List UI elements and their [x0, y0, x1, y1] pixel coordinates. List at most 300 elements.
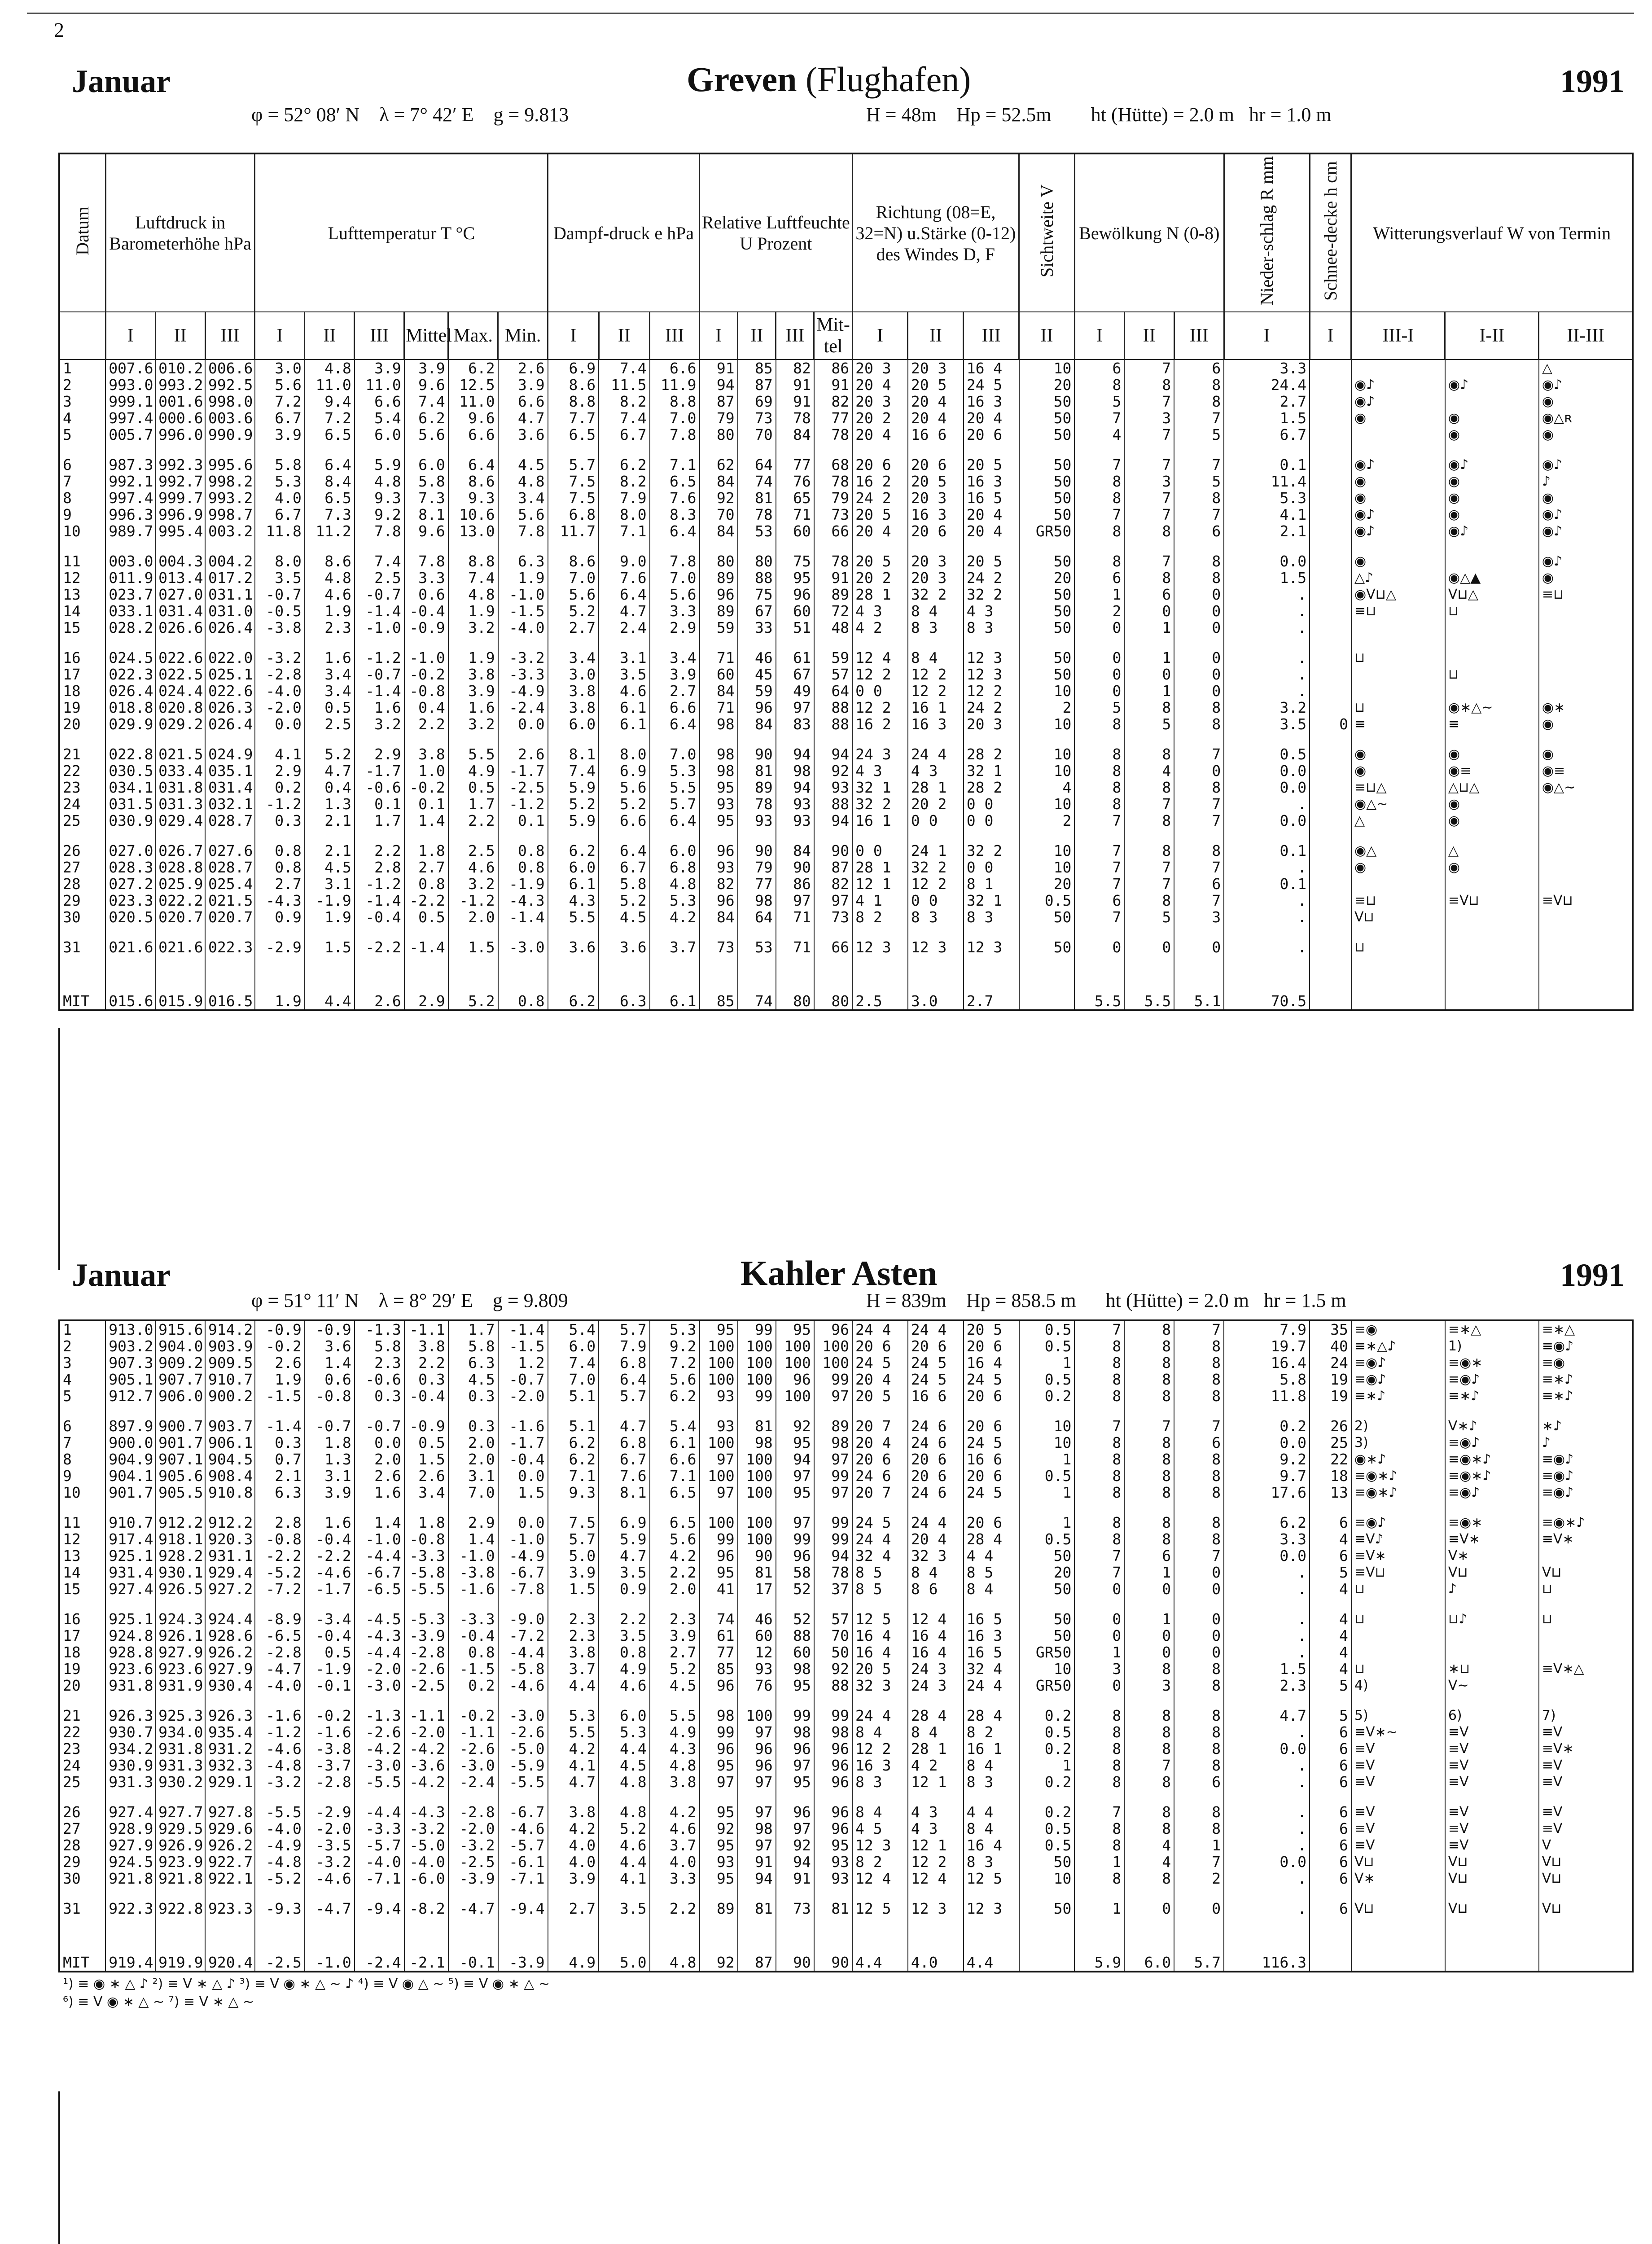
table-cell: 1.6	[355, 1484, 404, 1501]
table-cell: 76	[738, 1677, 776, 1694]
table-cell: 033.1	[105, 603, 155, 619]
table-cell: 4.7	[548, 1774, 599, 1790]
table-cell: 89	[700, 570, 738, 586]
table-cell: 0.0	[1224, 1740, 1310, 1757]
table-cell: -3.2	[404, 1820, 448, 1837]
table-cell: 3.2	[355, 716, 404, 732]
table-cell: 5.8	[448, 1338, 498, 1354]
table-cell	[1445, 939, 1539, 955]
table-cell: 98	[814, 1434, 852, 1451]
table-cell: 95	[700, 779, 738, 796]
table-cell: 7.5	[548, 1514, 599, 1531]
table-cell: 93	[814, 1870, 852, 1887]
table-cell: 4.7	[1224, 1707, 1310, 1724]
table-cell: 6	[1124, 586, 1174, 603]
table-cell: ◉♪	[1539, 456, 1633, 473]
table-cell: 4.2	[650, 909, 700, 925]
table-cell: 3	[1074, 1661, 1124, 1677]
table-cell: 90	[776, 859, 814, 876]
table-cell: 7	[1074, 876, 1124, 892]
table-cell: 926.1	[155, 1627, 205, 1644]
table-cell: -1.9	[498, 876, 548, 892]
table-cell: 94	[776, 746, 814, 763]
table-cell: 100	[738, 1707, 776, 1724]
table-cell: 8	[1074, 1484, 1124, 1501]
table-row	[59, 426, 1633, 443]
subheader-cell: I	[255, 312, 305, 359]
table-cell: 5	[1174, 426, 1224, 443]
table-cell: .	[1224, 1564, 1310, 1581]
table-cell: -4.7	[255, 1661, 305, 1677]
table-cell: 4	[59, 1371, 105, 1388]
table-cell: 6.8	[548, 506, 599, 523]
table-cell: 79	[738, 859, 776, 876]
table-cell: 20 3	[964, 716, 1019, 732]
table-cell: 20 6	[964, 1514, 1019, 1531]
monthly-mean-row	[59, 1944, 1633, 1972]
table-cell: 8	[1124, 892, 1174, 909]
table-cell: -1.2	[355, 649, 404, 666]
table-cell: 031.4	[155, 603, 205, 619]
table-cell: 5.9	[548, 779, 599, 796]
table-cell: 2.7	[1224, 393, 1310, 410]
table-cell: 73	[814, 506, 852, 523]
table-cell: 6.6	[599, 812, 650, 829]
table-cell: 907.7	[155, 1371, 205, 1388]
table-cell: 4 4	[964, 1804, 1019, 1820]
table-cell: 021.6	[155, 939, 205, 955]
table-cell: 021.6	[105, 939, 155, 955]
mean-cell: 87	[738, 1944, 776, 1972]
mean-cell: -2.1	[404, 1944, 448, 1972]
table-cell: .	[1224, 683, 1310, 699]
table-cell: 96	[738, 1757, 776, 1774]
table-cell: 025.4	[205, 876, 255, 892]
table-cell: 5.4	[548, 1320, 599, 1338]
table-cell: 99	[738, 1388, 776, 1404]
table-cell: 025.9	[155, 876, 205, 892]
table-cell: -4.9	[255, 1837, 305, 1854]
mean-cell: 70.5	[1224, 982, 1310, 1010]
table-cell: 011.9	[105, 570, 155, 586]
table-cell: 9.6	[448, 410, 498, 426]
table-cell: 1.5	[305, 939, 355, 955]
table-cell: 86	[814, 359, 852, 377]
table-cell: -4.3	[498, 892, 548, 909]
table-cell: 28	[59, 1837, 105, 1854]
table-cell: 6.4	[650, 716, 700, 732]
table-cell: 98	[700, 716, 738, 732]
table-cell: -4.4	[498, 1644, 548, 1661]
table-cell: 1.6	[448, 699, 498, 716]
table-cell: 18	[59, 1644, 105, 1661]
table-cell: 1	[1019, 1354, 1075, 1371]
table-cell: 1	[1124, 619, 1174, 636]
table-cell: 2.5	[305, 716, 355, 732]
table-row	[59, 746, 1633, 763]
table-cell: ◉	[1351, 490, 1445, 506]
subheader-cell: I	[105, 312, 155, 359]
table-cell: 6	[1310, 1514, 1351, 1531]
table-cell: -4.6	[498, 1677, 548, 1694]
table-cell: -1.6	[498, 1418, 548, 1434]
table-cell: 926.3	[205, 1707, 255, 1724]
table-cell: 5.3	[599, 1724, 650, 1740]
table-cell: 022.3	[105, 666, 155, 683]
table-cell: 028.7	[205, 812, 255, 829]
table-cell: 8	[1074, 1468, 1124, 1484]
table-cell: 51	[776, 619, 814, 636]
table-cell: 8	[1074, 1531, 1124, 1547]
table-cell: 24 4	[852, 1707, 908, 1724]
mean-cell: 74	[738, 982, 776, 1010]
table-cell: 25	[59, 1774, 105, 1790]
table-cell: 8	[1074, 1707, 1124, 1724]
table-cell: 022.3	[205, 939, 255, 955]
table-cell: ◉	[1445, 473, 1539, 490]
table-cell: ◉	[1351, 410, 1445, 426]
table-cell: 4.6	[599, 1837, 650, 1854]
table-cell: -7.1	[355, 1870, 404, 1887]
table-cell: 11	[59, 553, 105, 570]
table-cell: 2.5	[355, 570, 404, 586]
table-row	[59, 456, 1633, 473]
table-cell: 8	[1124, 699, 1174, 716]
table-cell: 4.1	[1224, 506, 1310, 523]
table-cell: 96	[776, 1371, 814, 1388]
table-cell: 0	[1074, 683, 1124, 699]
table-cell: 022.2	[155, 892, 205, 909]
table-cell: ◉	[1445, 410, 1539, 426]
table-cell: 100	[738, 1484, 776, 1501]
table-cell: 20 3	[908, 570, 964, 586]
table-cell: ◉♪	[1445, 523, 1539, 539]
table-cell: 4 5	[852, 1820, 908, 1837]
table-cell: 8 5	[964, 1564, 1019, 1581]
table-row	[59, 1627, 1633, 1644]
table-cell: 2.3	[305, 619, 355, 636]
table-cell: 3.9	[548, 1564, 599, 1581]
table-cell: △♪	[1351, 570, 1445, 586]
table-cell: 95	[700, 1757, 738, 1774]
table-cell: 7.3	[305, 506, 355, 523]
table-cell: -2.6	[498, 1724, 548, 1740]
table-cell: 78	[814, 553, 852, 570]
table-cell: 6.8	[650, 859, 700, 876]
table-cell	[1445, 1644, 1539, 1661]
table-cell	[1445, 553, 1539, 570]
table-cell: 99	[700, 1531, 738, 1547]
table-cell: 3.9	[548, 1870, 599, 1887]
table-cell: 7.8	[650, 426, 700, 443]
table-cell: 7.3	[404, 490, 448, 506]
table-cell: 5.6	[498, 506, 548, 523]
table-cell: 93	[814, 779, 852, 796]
table-cell: ≡⊔	[1351, 603, 1445, 619]
table-cell: 16 4	[964, 359, 1019, 377]
table-cell: 24.4	[1224, 377, 1310, 393]
table-cell: ◉♪	[1539, 506, 1633, 523]
table-cell: 91	[814, 570, 852, 586]
table-cell: 1	[1174, 1837, 1224, 1854]
table-cell: 929.6	[205, 1820, 255, 1837]
table-cell: 7.0	[448, 1484, 498, 1501]
table-cell: 4.5	[305, 859, 355, 876]
table-cell: 7	[1174, 1854, 1224, 1870]
table-cell: -9.4	[355, 1900, 404, 1917]
table-cell: 3.9	[404, 359, 448, 377]
table-cell: 50	[814, 1644, 852, 1661]
table-cell: 12 2	[852, 1740, 908, 1757]
table-cell	[1310, 892, 1351, 909]
table-cell: 5.9	[355, 456, 404, 473]
table-cell: -5.5	[255, 1804, 305, 1820]
table-cell	[1310, 456, 1351, 473]
table-cell: 95	[776, 1434, 814, 1451]
table-cell: 9.2	[650, 1338, 700, 1354]
table-cell: 907.3	[105, 1354, 155, 1371]
table-cell: 912.2	[205, 1514, 255, 1531]
table-cell: 4.6	[599, 683, 650, 699]
table-cell: 1.8	[404, 842, 448, 859]
table-cell: 73	[700, 939, 738, 955]
table-cell: 29	[59, 1854, 105, 1870]
table-cell: -0.7	[355, 586, 404, 603]
table-cell: V⊔	[1351, 1854, 1445, 1870]
table-cell: 6	[1174, 1434, 1224, 1451]
mean-cell: 5.5	[1074, 982, 1124, 1010]
table-cell: 909.2	[155, 1354, 205, 1371]
table-cell	[1310, 553, 1351, 570]
table-cell: 96	[814, 1804, 852, 1820]
table-cell: -4.4	[355, 1644, 404, 1661]
table-row	[59, 1820, 1633, 1837]
table-cell: 7.1	[650, 456, 700, 473]
mean-cell: 116.3	[1224, 1944, 1310, 1972]
table-cell	[1539, 796, 1633, 812]
table-cell: 925.1	[105, 1547, 155, 1564]
mean-cell	[1310, 1944, 1351, 1972]
table-cell: ◉	[1351, 746, 1445, 763]
table-cell: 0.0	[498, 1468, 548, 1484]
table-cell: 6	[1074, 892, 1124, 909]
table-cell: 923.6	[155, 1661, 205, 1677]
table-cell: 4	[1310, 1611, 1351, 1627]
table-cell: 0.4	[305, 779, 355, 796]
table-cell	[1310, 699, 1351, 716]
table-cell: 0.2	[1019, 1804, 1075, 1820]
table-cell: 6.6	[355, 393, 404, 410]
table-row	[59, 939, 1633, 955]
table-cell: 7	[1074, 1804, 1124, 1820]
subheader-cell: II	[305, 312, 355, 359]
table-cell: ≡V∗	[1539, 1531, 1633, 1547]
table-cell: 20 4	[908, 393, 964, 410]
table-cell: 20 6	[852, 1451, 908, 1468]
table-cell: 021.5	[155, 746, 205, 763]
table-cell: 94	[700, 377, 738, 393]
table-cell: 6.8	[599, 1434, 650, 1451]
table-cell: 4.5	[650, 1677, 700, 1694]
table-cell: 2.3	[1224, 1677, 1310, 1694]
table-cell	[1539, 619, 1633, 636]
table-cell: 1.8	[305, 1434, 355, 1451]
table-cell: -4.2	[404, 1740, 448, 1757]
table-cell: 0.0	[1224, 779, 1310, 796]
table-cell: 12 5	[964, 1870, 1019, 1887]
table-cell: 12	[59, 570, 105, 586]
table-row	[59, 359, 1633, 377]
table-cell: 8 4	[908, 603, 964, 619]
table-cell: 12 4	[908, 1611, 964, 1627]
table-cell: -4.9	[498, 1547, 548, 1564]
table-cell: -6.0	[404, 1870, 448, 1887]
table-row	[59, 699, 1633, 716]
table-cell: 8	[1124, 746, 1174, 763]
table-cell: 7	[1074, 456, 1124, 473]
table-cell: 6.5	[650, 473, 700, 490]
table-cell: 0 0	[852, 683, 908, 699]
table-cell: -3.3	[448, 1611, 498, 1627]
table-cell: 2.1	[305, 812, 355, 829]
mean-cell: 0.8	[498, 982, 548, 1010]
table-cell: 3.9	[650, 666, 700, 683]
table-cell: -1.0	[498, 1531, 548, 1547]
table-cell: -0.8	[255, 1531, 305, 1547]
table-cell: ≡V⊔	[1539, 892, 1633, 909]
table-cell: 3.4	[404, 1484, 448, 1501]
table-cell: 20 6	[964, 426, 1019, 443]
table-cell: 50	[1019, 619, 1075, 636]
table-cell: 1.5	[548, 1581, 599, 1597]
table-cell: 6	[1074, 570, 1124, 586]
table-cell: 75	[776, 553, 814, 570]
table-cell: 006.6	[205, 359, 255, 377]
table-row	[59, 1677, 1633, 1694]
table-cell: -1.0	[498, 586, 548, 603]
table-cell: -5.0	[404, 1837, 448, 1854]
table-cell: -2.0	[404, 1724, 448, 1740]
table-cell: 10	[1019, 842, 1075, 859]
table-cell: 82	[700, 876, 738, 892]
table-cell: -6.5	[255, 1627, 305, 1644]
table-cell: ≡⊔	[1539, 586, 1633, 603]
table-row	[59, 1338, 1633, 1354]
table-cell: 4	[59, 410, 105, 426]
table-cell: 100	[700, 1371, 738, 1388]
table-row	[59, 763, 1633, 779]
table-cell: 3	[1124, 473, 1174, 490]
table-cell: -4.0	[255, 1677, 305, 1694]
table-cell: 98	[776, 1724, 814, 1740]
table-cell: 6.5	[305, 490, 355, 506]
table-cell: 020.7	[155, 909, 205, 925]
table-cell: 88	[814, 796, 852, 812]
table-cell: 32 4	[964, 1661, 1019, 1677]
table-cell: 8 3	[908, 619, 964, 636]
table-cell: -3.8	[305, 1740, 355, 1757]
table-cell: 12	[59, 1531, 105, 1547]
table-cell: 0	[1174, 1627, 1224, 1644]
table-row	[59, 1388, 1633, 1404]
table-cell: 1	[1124, 1564, 1174, 1581]
table-cell: 4 2	[852, 619, 908, 636]
table-cell: 5.6	[650, 1371, 700, 1388]
table-row	[59, 1804, 1633, 1820]
table-cell	[1310, 490, 1351, 506]
table-cell: 50	[1019, 410, 1075, 426]
table-cell: 1.5	[1224, 410, 1310, 426]
footnotes	[63, 1975, 1638, 2011]
table-cell: 2.6	[498, 359, 548, 377]
table-cell: 4)	[1351, 1677, 1445, 1694]
table-cell: 28 4	[908, 1707, 964, 1724]
table-cell: 6.9	[548, 359, 599, 377]
table-cell: 14	[59, 1564, 105, 1581]
table-cell: 931.3	[105, 1774, 155, 1790]
mean-cell: 92	[700, 1944, 738, 1972]
table-cell	[1445, 619, 1539, 636]
table-cell: -3.0	[448, 1757, 498, 1774]
table-cell: 0	[1174, 649, 1224, 666]
table-cell	[1310, 939, 1351, 955]
table-cell	[1351, 1627, 1445, 1644]
table-cell: 20 6	[908, 456, 964, 473]
table-cell: 64	[738, 456, 776, 473]
table-cell: 12 2	[964, 683, 1019, 699]
table-cell: 922.3	[105, 1900, 155, 1917]
table-cell: 021.5	[205, 892, 255, 909]
row-spacer	[59, 1887, 1633, 1900]
table-cell: 13	[1310, 1484, 1351, 1501]
mean-cell: 80	[814, 982, 852, 1010]
table-cell: 1.4	[305, 1354, 355, 1371]
table-cell: 6.0	[548, 1338, 599, 1354]
table-cell: 996.3	[105, 506, 155, 523]
table-cell: 97	[776, 1468, 814, 1484]
table-cell: 998.7	[205, 506, 255, 523]
table-cell: 6	[59, 1418, 105, 1434]
table-cell: 98	[738, 1820, 776, 1837]
table-cell: 930.9	[105, 1757, 155, 1774]
table-cell: 4.5	[599, 1757, 650, 1774]
table-cell: ≡V	[1445, 1774, 1539, 1790]
mean-cell	[1539, 1944, 1633, 1972]
table-cell: 1.4	[404, 812, 448, 829]
table-cell: 16 4	[908, 1627, 964, 1644]
table-cell: -0.4	[448, 1627, 498, 1644]
table-cell: 35	[1310, 1320, 1351, 1338]
table-cell: 6.5	[305, 426, 355, 443]
table-cell: 12	[738, 1644, 776, 1661]
table-cell: 4	[1019, 779, 1075, 796]
table-cell: 924.8	[105, 1627, 155, 1644]
table-cell: 6.1	[548, 876, 599, 892]
table-cell: 3.4	[548, 649, 599, 666]
table-cell: ≡◉♪	[1351, 1514, 1445, 1531]
table-cell: -1.5	[255, 1388, 305, 1404]
table-cell: 8.0	[599, 506, 650, 523]
table-cell: 84	[738, 716, 776, 732]
table-cell: 912.7	[105, 1388, 155, 1404]
table-cell: 24 5	[964, 377, 1019, 393]
table-cell: 8	[1174, 1531, 1224, 1547]
table-cell: 0	[1174, 1564, 1224, 1581]
table-cell: V⊔	[1539, 1564, 1633, 1581]
table-cell: 26	[1310, 1418, 1351, 1434]
mean-cell: 3.0	[908, 982, 964, 1010]
table-cell: 4	[1124, 1837, 1174, 1854]
